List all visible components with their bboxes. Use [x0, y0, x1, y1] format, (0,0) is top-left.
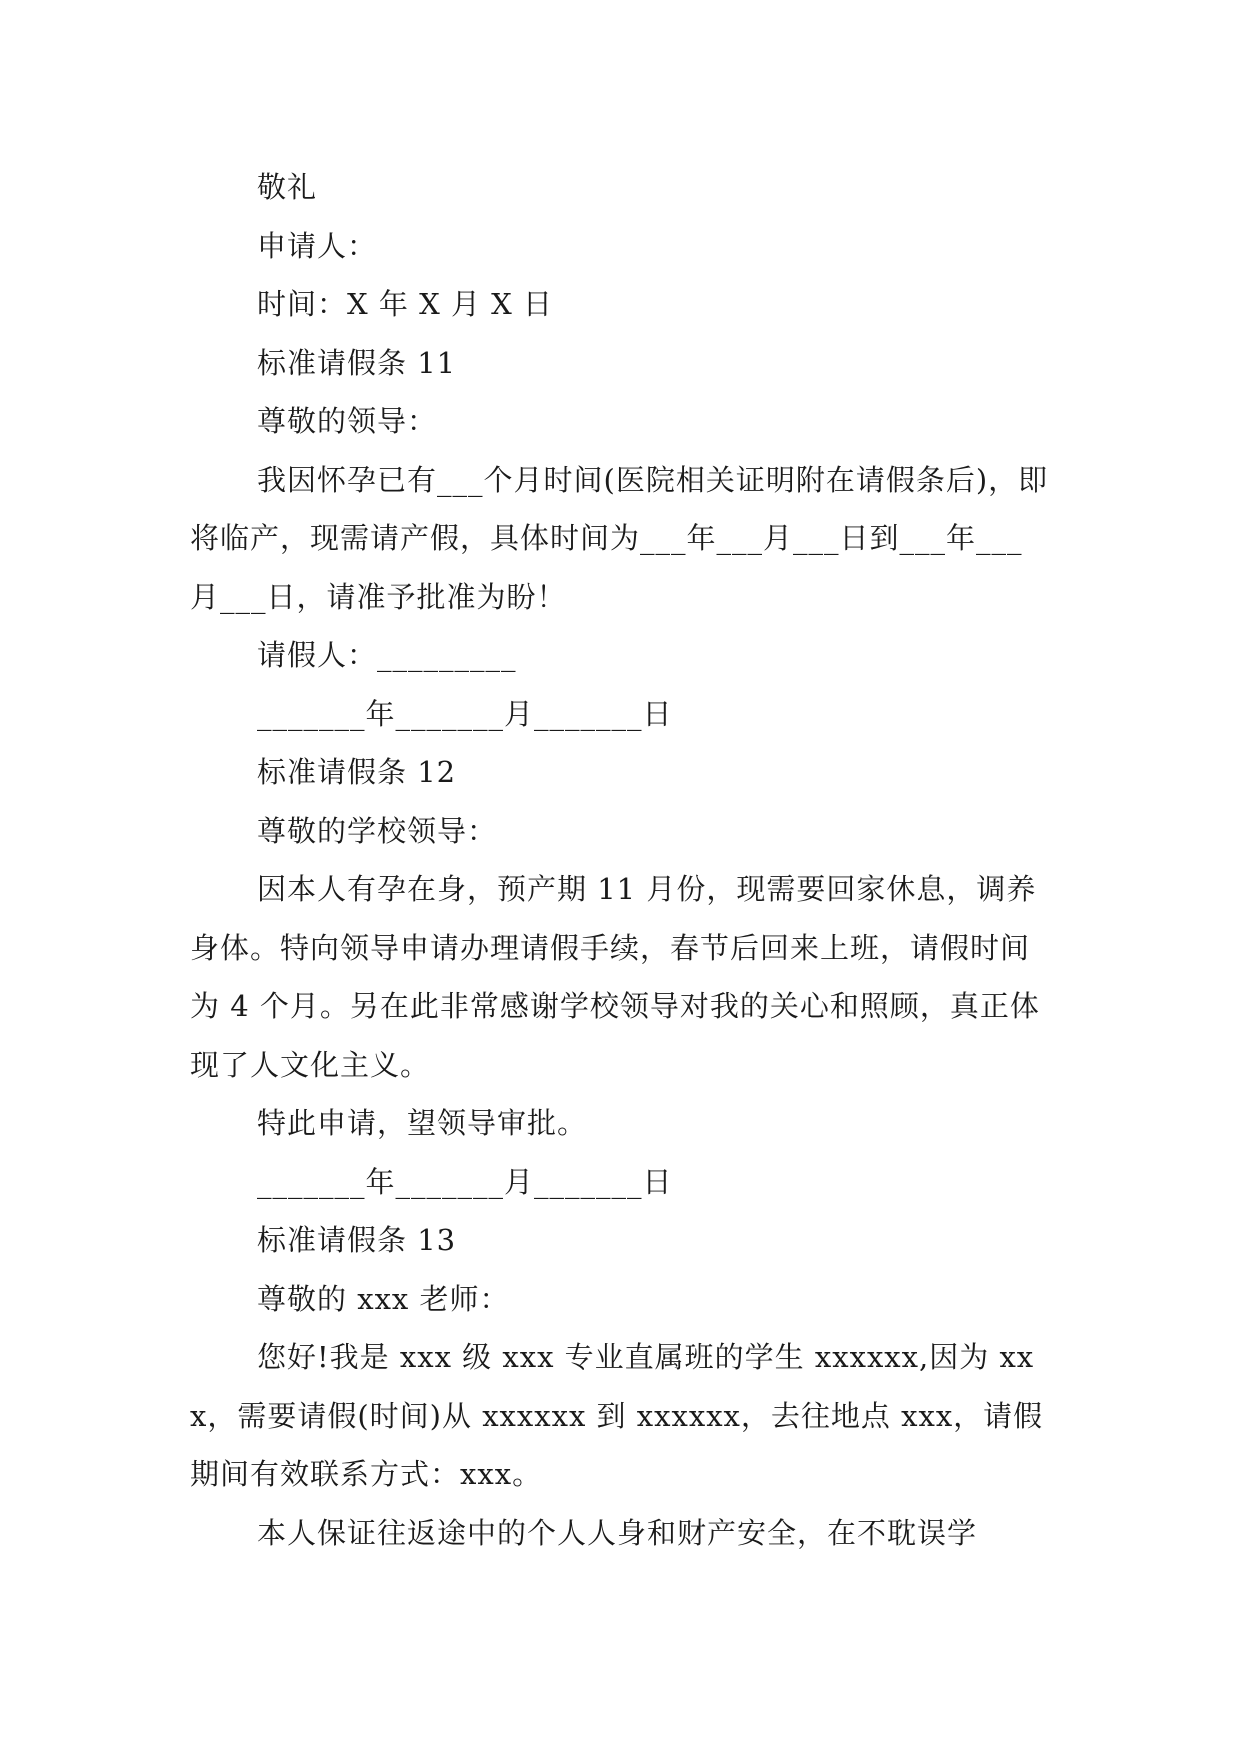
section-heading-12: 标准请假条 12	[257, 755, 457, 789]
body-paragraph-11: 我因怀孕已有___个月时间(医院相关证明附在请假条后)，即将临产，现需请产假，具体时间为___年___月___日到___年___月___日，请准予批准为盼！	[190, 462, 1049, 614]
applicant-line: 申请人：	[257, 228, 378, 263]
body-paragraph-13: 您好!我是 xxx 级 xxx 专业直属班的学生 xxxxxx,因为 xxx，需要请假(时间)从 xxxxxx 到 xxxxxx，去往地点 xxx，请假期间有效联系方式：xxx。	[190, 1340, 1044, 1491]
closing-salutation: 敬礼	[257, 170, 318, 204]
greeting-12: 尊敬的学校领导：	[257, 813, 498, 848]
greeting-11: 尊敬的领导：	[257, 404, 438, 438]
date-line: 时间：X 年 X 月 X 日	[257, 287, 554, 321]
leave-applicant-line: 请假人：_________	[257, 638, 517, 672]
greeting-13: 尊敬的 xxx 老师：	[257, 1281, 510, 1316]
request-closing-12: 特此申请，望领导审批。	[257, 1106, 588, 1140]
body-paragraph-13-continued: 本人保证往返途中的个人人身和财产安全，在不耽误学	[257, 1515, 978, 1550]
section-heading-11: 标准请假条 11	[257, 345, 457, 380]
body-paragraph-12: 因本人有孕在身，预产期 11 月份，现需要回家休息，调养身体。特向领导申请办理请假手续，春节后回来上班，请假时间为 4 个月。另在此非常感谢学校领导对我的关心和照顾，真正体现了人文化主义。	[190, 872, 1040, 1082]
date-blank-line-12: _______年_______月_______日	[257, 1164, 673, 1199]
section-heading-13: 标准请假条 13	[257, 1223, 457, 1257]
date-blank-line-11: _______年_______月_______日	[257, 696, 673, 731]
document-body	[190, 158, 1050, 1562]
